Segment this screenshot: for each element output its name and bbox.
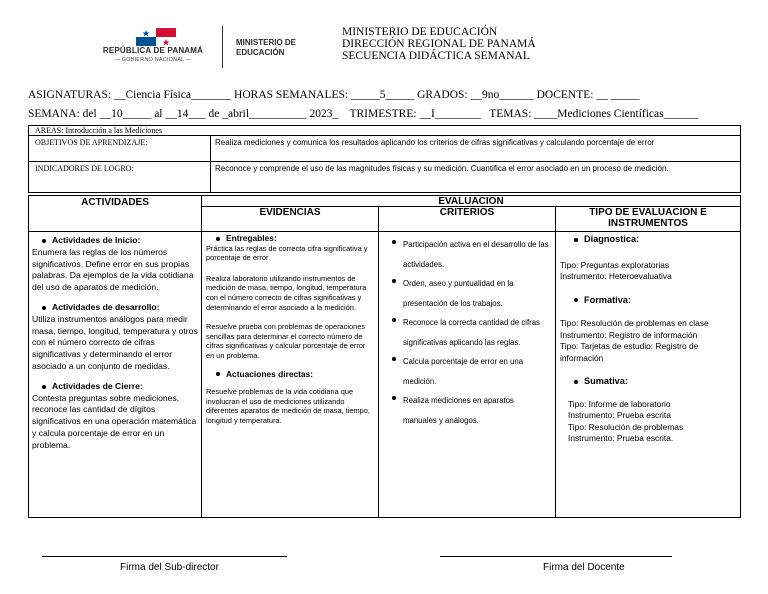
objetivos-label: OBJETIVOS DE APRENDIZAJE: — [35, 138, 148, 147]
ministry-logo-line1: MINISTERIO DE — [236, 38, 297, 47]
indicadores-label-cell — [28, 161, 211, 193]
panama-flag-icon — [136, 28, 176, 46]
tipo-header-cell — [555, 206, 741, 232]
sum-4: Instrumento: Prueba escrita. — [568, 433, 674, 443]
form-1: Tipo: Resolución de problemas en clase — [560, 318, 709, 328]
form-2: Instrumento: Registro de información — [560, 329, 698, 340]
evidencia-p4: Resuelve problemas de la vida cotidiana que involucran el uso de mediciones utilizando diferentes aparatos de medición de masa, tiempo, longitud y temperatura. — [206, 387, 370, 425]
semana-al-label: al — [154, 108, 163, 120]
temas-label: TEMAS: — [489, 108, 532, 120]
sum-2: Instrumento: Prueba escrita — [568, 410, 671, 420]
evaluacion-header: EVALUACION — [438, 196, 504, 207]
signature-label-subdirector: Firma del Sub-director — [120, 562, 219, 573]
evidencia-p3: Resuelve prueba con problemas de operaciones sencillas para determinar el correcto número de cifras significativas y calcular porcentaje de error en un problema. — [206, 322, 366, 360]
entregables-title: Entregables: — [226, 233, 277, 243]
heading-line2: DIRECCIÓN REGIONAL DE PANAMÁ — [342, 38, 536, 50]
info-line-1 — [28, 89, 639, 101]
semana-label: SEMANA: del — [28, 108, 97, 120]
trimestre-label: TRIMESTRE: — [349, 108, 417, 120]
docente-label: DOCENTE: — [536, 89, 594, 101]
diag-1: Tipo: Preguntas exploratorias — [560, 259, 670, 270]
criterio-item: Reconoce la correcta cantidad de cifras significativas aplicando las reglas. — [389, 313, 549, 352]
info-line-2 — [28, 108, 698, 120]
docente-value: __ _____ — [596, 89, 640, 101]
cierre-text: Contesta preguntas sobre mediciones, reconoce las cantidad de dígitos significativos en una operación matemática y calcula porcentaje de error en un problema. — [32, 392, 197, 450]
signature-label-docente: Firma del Docente — [543, 562, 625, 573]
horas-value: _____5_____ — [350, 89, 415, 101]
horas-label: HORAS SEMANALES: — [234, 89, 349, 101]
diag-2: Instrumento: Heteroevaluativa — [560, 271, 672, 281]
signature-line-docente — [440, 556, 672, 557]
desarrollo-title: Actividades de desarrollo: — [52, 301, 160, 312]
desarrollo-text: Utiliza instrumentos análogos para medir masa, tiempo, longitud, temperatura y otros con el número correcto de cifras significativas y determinando el error asociado a un conjunto de medidas. — [32, 313, 198, 371]
evidencias-cell — [201, 231, 379, 518]
evidencias-header: EVIDENCIAS — [259, 207, 321, 218]
cierre-title: Actividades de Cierre: — [52, 380, 143, 391]
criterio-item: Participación activa en el desarrollo de las actividades. — [389, 235, 549, 274]
actividades-header-cell — [28, 195, 202, 232]
inicio-title: Actividades de Inicio: — [52, 235, 141, 245]
asignaturas-value: __Ciencia Física_______ — [113, 89, 232, 101]
logo-divider — [222, 26, 223, 68]
criterio-item: Calcula porcentaje de error en una medición. — [389, 352, 549, 391]
government-logo — [88, 46, 218, 63]
country-sub: — GOBIERNO NACIONAL — — [114, 57, 192, 63]
tipo-header: TIPO DE EVALUACION E INSTRUMENTOS — [589, 207, 707, 229]
sumativa-title: Sumativa: — [584, 376, 628, 386]
evidencia-p2: Realiza laboratorio utilizando instrumentos de medición de masa, tiempo, longitud, temperatura con el número correcto de cifras significativas y determinando el error asociado a la medición. — [206, 273, 367, 312]
semana-mes: _abril__________ — [222, 108, 307, 120]
criterio-item: Realiza mediciones en aparatos manuales y análogos. — [389, 391, 549, 430]
actividades-cell — [28, 231, 202, 518]
evidencia-p1: Práctica las reglas de correcta cifra significativa y porcentaje de error — [206, 243, 368, 263]
semana-de-label: de — [208, 108, 220, 120]
ministry-logo-line2: EDUCACIÓN — [236, 48, 285, 57]
document-heading — [342, 26, 536, 62]
actividades-header: ACTIVIDADES — [81, 197, 149, 208]
formativa-title: Formativa: — [584, 294, 631, 305]
form-3: Tipo: Tarjetas de estudio: Registro de información — [560, 341, 699, 363]
inicio-text: Enumera las reglas de los números significativos. Define error en sus propias palabras. Da ejemplos de la vida cotidiana del uso de aparatos de medición. — [32, 246, 194, 293]
asignaturas-label: ASIGNATURAS: — [28, 89, 112, 101]
indicadores-value-cell — [210, 161, 741, 193]
temas-value: ____Mediciones Científicas______ — [534, 108, 699, 120]
criterios-header: CRITERIOS — [439, 207, 495, 218]
objetivos-value: Realiza mediciones y comunica los resultados aplicando los criterios de cifras significativas y calculando porcentaje de error — [215, 138, 655, 147]
criterio-item: Orden, aseo y puntualidad en la presentación de los trabajos. — [389, 274, 549, 313]
trimestre-value: __I________ — [419, 108, 481, 120]
heading-line1: MINISTERIO DE EDUCACIÓN — [342, 26, 498, 38]
indicadores-label: INDICADORES DE LOGRO: — [35, 164, 134, 173]
areas-text: AREAS: Introducción a las Mediciones — [35, 126, 163, 135]
objetivos-value-cell — [210, 135, 741, 162]
country-name: REPÚBLICA DE PANAMÁ — [102, 46, 204, 55]
evidencias-header-cell — [201, 206, 379, 232]
tipo-cell — [555, 231, 741, 518]
sum-1: Tipo: Informe de laboratorio — [568, 398, 671, 409]
criterios-cell — [378, 231, 556, 518]
grados-value: __9no______ — [470, 89, 534, 101]
signature-line-subdirector — [42, 556, 287, 557]
diagnostica-title: Diagnostica: — [584, 234, 640, 244]
objetivos-label-cell — [28, 135, 211, 162]
semana-year: 2023_ — [309, 108, 339, 120]
heading-line3: SECUENCIA DIDÁCTICA SEMANAL — [342, 50, 530, 62]
indicadores-value: Reconoce y comprende el uso de las magnitudes físicas y su medición. Cuantifica el error asociado en un proceso de medición. — [215, 164, 669, 173]
actuaciones-title: Actuaciones directas: — [226, 368, 314, 379]
grados-label: GRADOS: — [417, 89, 468, 101]
ministry-logo — [236, 38, 296, 58]
sum-3: Tipo: Resolución de problemas — [568, 421, 684, 432]
criterios-header-cell — [378, 206, 556, 232]
semana-del: __10_____ — [99, 108, 152, 120]
semana-al: __14___ — [165, 108, 206, 120]
